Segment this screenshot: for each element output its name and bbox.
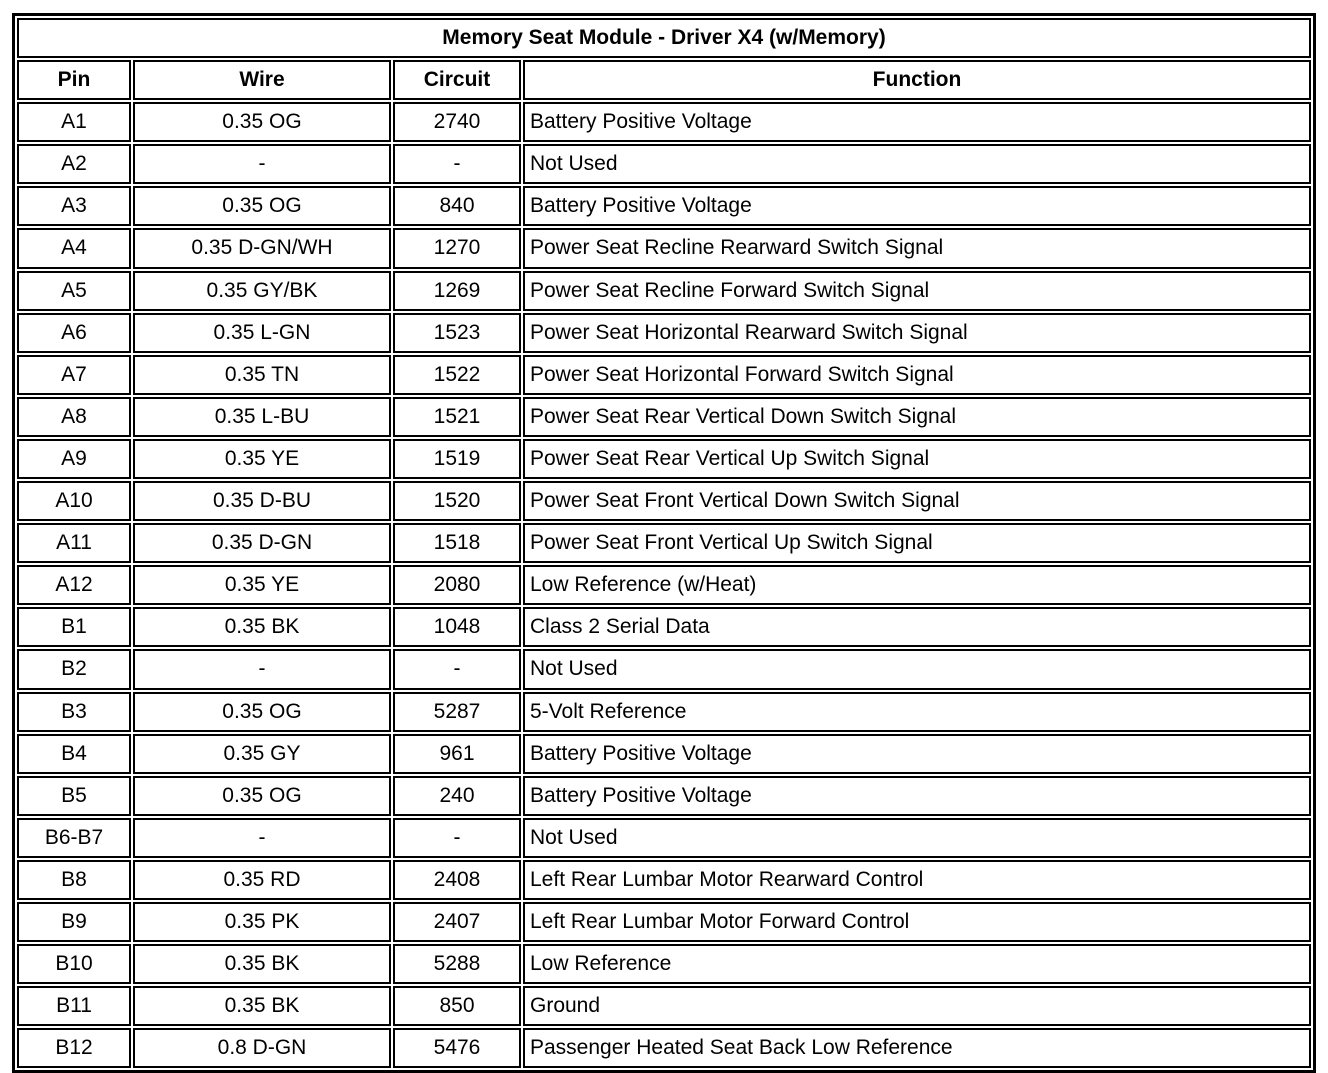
circuit-cell: - [393,818,521,858]
pin-cell: A6 [17,313,131,353]
circuit-cell: 850 [393,986,521,1026]
table-row [17,776,1311,816]
wire-cell: 0.35 D-BU [133,481,391,521]
circuit-cell: 1521 [393,397,521,437]
table-row [17,986,1311,1026]
table-row [17,481,1311,521]
pin-cell: A7 [17,355,131,395]
pin-cell: B6-B7 [17,818,131,858]
column-header-function: Function [523,60,1311,100]
wire-cell: 0.35 D-GN/WH [133,228,391,268]
wire-cell: 0.35 L-BU [133,397,391,437]
wire-cell: 0.35 GY [133,734,391,774]
table-row [17,313,1311,353]
table-row [17,649,1311,689]
table-row [17,144,1311,184]
function-cell: Not Used [523,818,1311,858]
function-cell: Power Seat Horizontal Rearward Switch Signal [523,313,1311,353]
function-cell: Power Seat Recline Rearward Switch Signal [523,228,1311,268]
pin-cell: A5 [17,271,131,311]
pin-cell: B2 [17,649,131,689]
circuit-cell: - [393,649,521,689]
circuit-cell: 1522 [393,355,521,395]
pin-cell: A12 [17,565,131,605]
circuit-cell: 961 [393,734,521,774]
circuit-cell: 2740 [393,102,521,142]
circuit-cell: 5287 [393,692,521,732]
column-header-pin: Pin [17,60,131,100]
pin-cell: B4 [17,734,131,774]
table-row [17,607,1311,647]
table-row [17,355,1311,395]
table-row [17,1028,1311,1068]
table-row [17,565,1311,605]
pin-cell: A10 [17,481,131,521]
function-cell: Ground [523,986,1311,1026]
wire-cell: 0.35 D-GN [133,523,391,563]
pin-cell: B1 [17,607,131,647]
table-row [17,944,1311,984]
wire-cell: - [133,649,391,689]
circuit-cell: 1048 [393,607,521,647]
table-row [17,692,1311,732]
circuit-cell: 840 [393,186,521,226]
wire-cell: 0.35 PK [133,902,391,942]
pin-cell: B8 [17,860,131,900]
table-row [17,860,1311,900]
table-title: Memory Seat Module - Driver X4 (w/Memory) [17,18,1311,58]
wire-cell: 0.35 L-GN [133,313,391,353]
table-row [17,102,1311,142]
function-cell: Battery Positive Voltage [523,102,1311,142]
wire-cell: 0.35 OG [133,102,391,142]
wire-cell: - [133,144,391,184]
wire-cell: 0.35 BK [133,944,391,984]
pin-cell: A3 [17,186,131,226]
function-cell: Left Rear Lumbar Motor Forward Control [523,902,1311,942]
function-cell: Power Seat Rear Vertical Up Switch Signal [523,439,1311,479]
pin-cell: A1 [17,102,131,142]
pin-cell: A4 [17,228,131,268]
function-cell: Power Seat Front Vertical Down Switch Signal [523,481,1311,521]
wire-cell: 0.35 YE [133,565,391,605]
function-cell: Battery Positive Voltage [523,186,1311,226]
pin-cell: B10 [17,944,131,984]
table-row [17,186,1311,226]
wire-cell: 0.35 RD [133,860,391,900]
pin-cell: B3 [17,692,131,732]
wire-cell: 0.35 GY/BK [133,271,391,311]
wire-cell: 0.8 D-GN [133,1028,391,1068]
wire-cell: 0.35 OG [133,692,391,732]
circuit-cell: 1270 [393,228,521,268]
circuit-cell: 2408 [393,860,521,900]
table-row [17,228,1311,268]
circuit-cell: 1520 [393,481,521,521]
circuit-cell: 1523 [393,313,521,353]
function-cell: 5-Volt Reference [523,692,1311,732]
table-row [17,439,1311,479]
circuit-cell: 2407 [393,902,521,942]
title-row [17,18,1311,58]
column-header-wire: Wire [133,60,391,100]
function-cell: Class 2 Serial Data [523,607,1311,647]
pin-cell: A8 [17,397,131,437]
table-row [17,818,1311,858]
circuit-cell: 2080 [393,565,521,605]
function-cell: Power Seat Horizontal Forward Switch Signal [523,355,1311,395]
table-body [17,102,1311,1068]
circuit-cell: 1518 [393,523,521,563]
circuit-cell: - [393,144,521,184]
table-row [17,271,1311,311]
wire-cell: 0.35 BK [133,986,391,1026]
wire-cell: 0.35 OG [133,776,391,816]
pinout-table [12,13,1316,1073]
function-cell: Power Seat Front Vertical Up Switch Signal [523,523,1311,563]
table-row [17,523,1311,563]
function-cell: Not Used [523,144,1311,184]
wire-cell: 0.35 TN [133,355,391,395]
pin-cell: B11 [17,986,131,1026]
table-row [17,902,1311,942]
pin-cell: A11 [17,523,131,563]
pin-cell: B9 [17,902,131,942]
function-cell: Battery Positive Voltage [523,734,1311,774]
circuit-cell: 1269 [393,271,521,311]
function-cell: Low Reference (w/Heat) [523,565,1311,605]
function-cell: Left Rear Lumbar Motor Rearward Control [523,860,1311,900]
pin-cell: B5 [17,776,131,816]
pin-cell: A2 [17,144,131,184]
circuit-cell: 240 [393,776,521,816]
column-header-row [17,60,1311,100]
column-header-circuit: Circuit [393,60,521,100]
table-row [17,397,1311,437]
function-cell: Low Reference [523,944,1311,984]
function-cell: Battery Positive Voltage [523,776,1311,816]
wire-cell: 0.35 OG [133,186,391,226]
function-cell: Power Seat Rear Vertical Down Switch Signal [523,397,1311,437]
wire-cell: 0.35 BK [133,607,391,647]
circuit-cell: 5288 [393,944,521,984]
pin-cell: A9 [17,439,131,479]
wire-cell: - [133,818,391,858]
table-row [17,734,1311,774]
function-cell: Passenger Heated Seat Back Low Reference [523,1028,1311,1068]
function-cell: Not Used [523,649,1311,689]
circuit-cell: 1519 [393,439,521,479]
wire-cell: 0.35 YE [133,439,391,479]
function-cell: Power Seat Recline Forward Switch Signal [523,271,1311,311]
pin-cell: B12 [17,1028,131,1068]
circuit-cell: 5476 [393,1028,521,1068]
